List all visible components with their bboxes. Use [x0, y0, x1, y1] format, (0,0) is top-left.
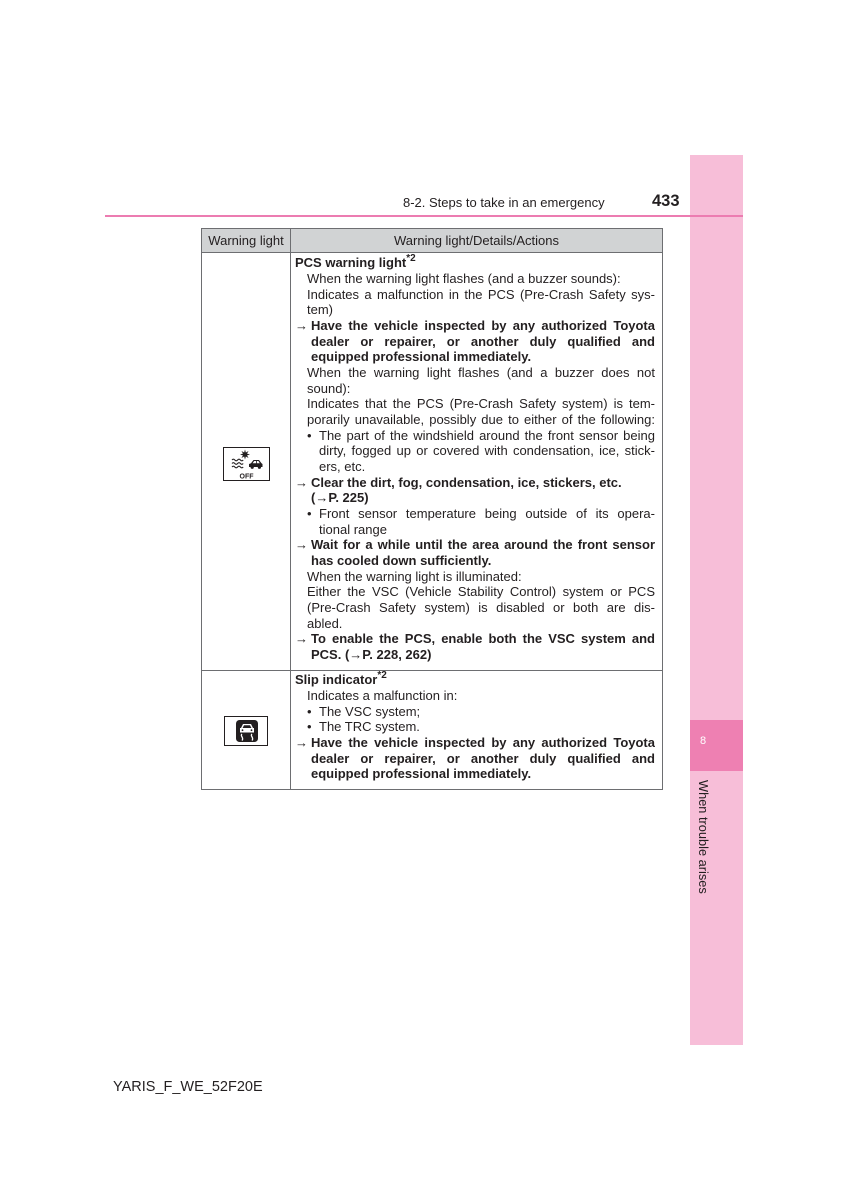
bullet-text: dirty, fogged up or covered with condensation, ice, stick- [319, 443, 655, 459]
document-code: YARIS_F_WE_52F20E [113, 1079, 263, 1095]
detail-line: abled. [307, 615, 343, 631]
chapter-title: When trouble arises [696, 780, 711, 894]
detail-line: (Pre-Crash Safety system) is disabled or both are dis- [307, 599, 655, 615]
action-text: Have the vehicle inspected by any authorized Toyota [311, 317, 655, 333]
row-title-text: Slip indicator [295, 672, 378, 688]
bullet-item [307, 506, 655, 522]
bullet-item [307, 428, 655, 444]
detail-line: Indicates a malfunction in: [307, 687, 458, 703]
page-number: 433 [652, 192, 680, 210]
row-title [295, 672, 655, 688]
arrow-marker: → [295, 537, 308, 553]
page-reference: (→P. 225) [311, 490, 369, 506]
action-line [295, 318, 655, 334]
bullet-item [307, 704, 655, 720]
action-line: has cooled down sufficiently. [311, 552, 492, 568]
pcs-off-label: OFF [239, 473, 254, 480]
action-line: PCS. (→P. 228, 262) [311, 646, 432, 662]
bullet-text: tional range [319, 521, 387, 537]
action-text: Clear the dirt, fog, condensation, ice, stickers, etc. [311, 474, 622, 490]
action-line [295, 735, 655, 751]
bullet-marker: • [307, 505, 312, 521]
header-rule [105, 215, 743, 217]
bullet-marker: • [307, 427, 312, 443]
bullet-item [307, 719, 655, 735]
footnote-ref: *2 [406, 253, 416, 265]
detail-line: porarily unavailable, possibly due to either of the following: [307, 411, 655, 427]
detail-line: Either the VSC (Vehicle Stability Control) system or PCS [307, 584, 655, 600]
bullet-text: ers, etc. [319, 458, 366, 474]
detail-line: Indicates a malfunction in the PCS (Pre-Crash Safety sys- [307, 286, 655, 302]
action-line [295, 537, 655, 553]
bullet-marker: • [307, 703, 312, 719]
slip-indicator-details [295, 672, 655, 782]
column-header-warning-light: Warning light [208, 233, 284, 248]
footnote-ref: *2 [377, 670, 387, 682]
detail-line: When the warning light flashes (and a buzzer sounds): [307, 270, 621, 286]
collision-star-icon [240, 450, 250, 460]
chapter-number: 8 [700, 735, 707, 747]
arrow-marker: → [295, 734, 308, 750]
detail-line: Indicates that the PCS (Pre-Crash Safety system) is tem- [307, 396, 655, 412]
radar-waves-icon [232, 459, 243, 468]
arrow-marker: → [295, 474, 308, 490]
chapter-number-tab [690, 720, 743, 771]
car-icon [249, 460, 263, 469]
detail-line: When the warning light flashes (and a buzzer does not [307, 364, 655, 380]
section-title: 8-2. Steps to take in an emergency [403, 195, 605, 210]
action-line [295, 631, 655, 647]
pcs-warning-light-icon [223, 447, 270, 481]
row-divider [202, 670, 662, 671]
arrow-marker: → [295, 317, 308, 333]
bullet-text: The VSC system; [319, 703, 421, 719]
pcs-warning-details [295, 255, 655, 662]
action-line [295, 475, 655, 491]
bullet-marker: • [307, 719, 312, 735]
action-text: Wait for a while until the area around the front sensor [311, 537, 655, 553]
arrow-marker: → [295, 631, 308, 647]
column-divider [290, 229, 291, 789]
detail-line: tem) [307, 302, 333, 318]
bullet-text: The part of the windshield around the front sensor being [319, 427, 655, 443]
column-header-details: Warning light/Details/Actions [394, 233, 559, 248]
chapter-side-tab [690, 155, 743, 1045]
bullet-text: The TRC system. [319, 719, 420, 735]
detail-line: sound): [307, 380, 351, 396]
detail-line: When the warning light is illuminated: [307, 568, 522, 584]
action-line: equipped professional immediately. [311, 766, 532, 782]
slip-indicator-icon [224, 716, 268, 746]
bullet-text: Front sensor temperature being outside of its opera- [319, 505, 655, 521]
action-line: dealer or repairer, or another duly qualified and [311, 333, 655, 349]
action-text: Have the vehicle inspected by any authorized Toyota [311, 734, 655, 750]
row-title [295, 255, 655, 271]
action-text: To enable the PCS, enable both the VSC system and [311, 631, 655, 647]
action-line: dealer or repairer, or another duly qualified and [311, 750, 655, 766]
row-title-text: PCS warning light [295, 255, 407, 271]
action-line: equipped professional immediately. [311, 349, 532, 365]
